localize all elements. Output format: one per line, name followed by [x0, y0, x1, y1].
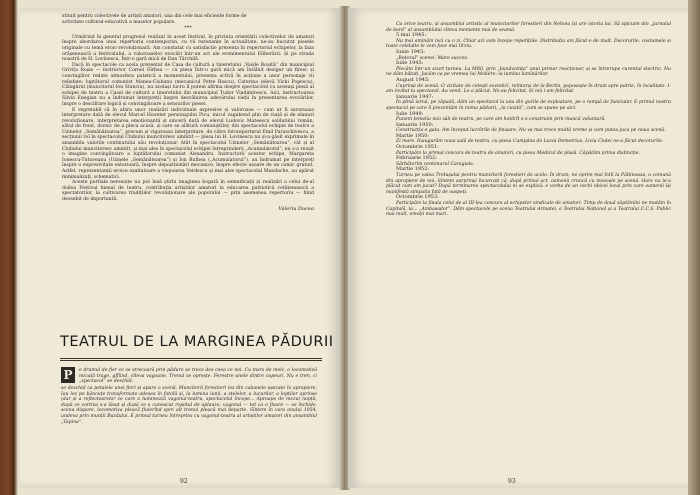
entry-text: Plecăm într-un scurt turneu. La Mîtil, prin „bunăvoința” unui primar reacționar, și se întrerupe curentul electric. Nu ne dăm bătuți. Jucăm ca pe vremea lui Molière: la lumina lumînărilor. [386, 66, 671, 78]
entry-date: Iulie 1945: [396, 60, 424, 67]
left-page [20, 8, 342, 488]
intro-text: se deschid ca petalele unei flori și apare o scenă. Muncitorii forestieri ies din cabanele așezate în apropiere. Iau loc pe băncuțe transformate adesea în fotolii și, la lumina lunii, a stelelor, a lucurilor, a lopților aprinse (dar și a reflectoarelor ce care o luminează vagonul-teatru, spectacolul începe… Aproape de mezul nopții, după ce cortina s-a lăsat și după ce a cunoscut ropotul de aplauze, vagonul — tot ca o floare — se închide, scena dispare, locomotiva pleacă fluierînd spre alt trenul pleacă mai departe. Sîntem în vara anului 1954, undeva prin munții Buzăului. E primul turneu întreprins cu vagonul-teatru al artiștilor amatori din ansamblul „Tapina”. [61, 386, 317, 425]
entry-text: Sărbătorim centenarul Caragiale. [396, 161, 475, 167]
paragraph: E regretabil că în afara unor realizări individuale expresive și valoroase — cum ar fi savuroasa interpretare dată de elevul Marcel Hoonter personajului Picu, micul vagabond plin de viață și de elanuri revoluționare, interpretarea emoționantă și sinceră dată de elevul Ludovic Mateescu soldatului român, sătul de front, dornic de a pleca acasă, și care se alătură comuniștilor, din spectacolul echipei de teatru a Uzinelor „Semănătoarea”, precum și viguroasa interpretare, de către fotoreporterul Emil Paraschivescu, a secțiunii rol în spectacolul Clubului muncitoresc amintit — piesa lui H. Lovinescu nu și-a găsit exprimate în ansamblu valorile continutului său revoluționar. Atât în spectacolul Uzinelor „Semănătoarea”, cât și al Clubului muncitoresc amintit, și mai ales în spectacolul echipei întreprinderii „Acumulatorul”, nu s-a reușit o imagine convingătoare a luptătorului comunist Alexandru. Instructorii acestor echipe, Margareta Ionescu-Tutuveanu (Uzinele „Semănătoarea”) și Ion Bufnea („Acumulatorul”), au îndrumat pe interpreți înspre o expresivitate exterioară, înspre depoziționări mecanice, înspre efecte ușoare de un comic gratuit. Astfel, reprezentanții eroice exaltatoare a viepoarea Verdeșcu și mai ales spectacolul Mandache, au apărut minimalizați, schematici. [62, 107, 314, 180]
paragraph: Dacă în spectacole ca acela prezentat de Casa de cultură a tineretului „Vasile Roaită” din municipiul Grivița Roșie — instructor Cornel Gîrbea — cu piesa Într-o gară mică am întâlnit desigur un firesc și convingător redate atmosfera patetică a momentului, prezența activă în acțiune a unor personaje vii reliefate: luptătorul comunist Manea-Ciobanu (mecanicul Petre Bascu), Caterina (elevă Vichi Popescu), Câlugărul (muncitorul Ion Stanciu), nu același lucru îl putem afirma despre spectacolul cu aceeași piesă al echipei de teatru a Casei de cultură a tineretului din municipiul Tudor Vladimirescu. Aici, instructoarea Silvia Enegian nu a îndrumat interpreții înspre desvăluirea adevărului vieții în prezentarea evocărilor, înspre o descifrare logică și convingătoare a sensurilor piesei. [62, 62, 314, 107]
entry-text: Turneu pe valea Trotușului pentru muncitorii forestieri de acolo. În drum, ne oprim mai întîi la Păltinoasa, o comună din apropiere de noi. Sîntem surprinși încurcați că, după primul act, oamenii cruncă cu mosoale pe scenă. Oare nu le-a plăcut cum am jucat? După terminarea spectacolului ni se explică: e vorba de un vechi obicei local prin care oamenii își manifestă simpatia față de oaspeți. [386, 173, 671, 195]
paragraph: Aceste portiale neresuite nu pot însă știrbi imaginea bogată în semnificații și realizări a celui de-al doilea Festival bienal de teatru, contribuția artiștilor amatori la educarea patriotică cetățenească a spectatorilor, la cultivarea tradițiilor revoluționare ale poporului — prin asemenea repertoriu — fiind deosebit de importantă. [62, 180, 314, 202]
drop-cap: P [61, 367, 75, 383]
intro-paragraph: Ca orice teatru, și ansamblul artistic al muncitorilor forestieri din Nehoiu își are istoria lui. Să spicuim din „jurnalul de bord” al ansamblului cîteva momente mai de seamă. [386, 22, 671, 33]
right-page [348, 8, 688, 488]
author-signature: Valeriu Ducea [278, 205, 314, 212]
cover-edge [688, 0, 700, 495]
section-separator: *** [184, 25, 192, 32]
entry-text: Construcția e gata. Am început lucrările de finisare. Nu va mai trece multă vreme și vom putea juca pe noua scenă. [396, 128, 666, 134]
entry-date: Martie 1950: [396, 132, 430, 139]
entry-date: August 1945: [396, 76, 430, 83]
entry-date: Iunie 1945: [396, 48, 425, 55]
entry-text: În plină iarnă, pe zăpadă, dăm un spectacol la una din gurile de exploatare, pe o rampă de funicular. E primul nostru spectacol pe care îl prezentăm în inima pădurii, „la cioată”, cum se spune pe aici. [386, 100, 671, 111]
journal-entries [386, 33, 671, 218]
entry-text: Participăm la primul concurs de teatru de amatori, cu piesa Medicul de plasă. Căpătăm prima distincție. [396, 150, 640, 156]
entry-text: Cuprinși de scenă. O vizitate de cetești sovietici, reîntorși de la Berlin, poposește în drum spre patrie, în localitate. I-am invitat la spectacol. Au venit. Le-a plăcut. Ne-au felicitat. Și noi i-am felicitat. [386, 83, 671, 95]
entry-text: Nu mai aminăm nici cu o zi. Chiar azi vom începe repetițiile. Distribuția am făcut-o de mult. Decorurile, costumele și toate celelalte le vom face mai tîrziu. [386, 38, 671, 50]
entry-date: 5 mai 1945: [396, 32, 427, 39]
opening-line-1: stituit pentru colectivele de artiști amatori, una din cele mai eficiente forme de [62, 14, 247, 19]
entry-date: Ianuarie 1947: [396, 93, 434, 100]
title-rule [60, 358, 322, 359]
opening-line-2: activitate cultural-educativă a maselor populare. [62, 19, 176, 25]
entry-text: Zi mare. Inaugurăm noua sală de teatru, cu piesa Cumpăna de Lucia Demetrius. Liviu Ciulei ne-a făcut decorurile. [396, 139, 664, 145]
intro-first-lines: e drumul de fier ce se strecoară prin pădure se trece des ceea ce noi. Cu mers de melc, o locomotivă micuță trage, gîfîind, cîteva vagoane. Trenul se oprește. Ferestre unele dintre cupeuri. Nu e tren, ci „spectacol” se deschid, [79, 368, 317, 385]
page-number: 93 [508, 478, 516, 485]
entry-text: Participăm la finala celui de al III-lea concurs al echipelor sindicale de amatori. Timp de două săptămîni ne mutăm în Capitală, la… „Ambasador”. Dăm spectacole pe scena Teatrului Armatei, a Teatrului Național și a Teatrului C.C.S. Public mai mult, emoții mai mari. [386, 201, 671, 218]
left-page-text [62, 14, 314, 212]
section-title: TEATRUL DE LA MARGINEA PĂDURII [60, 334, 334, 350]
entry-date: Martie 1952: [396, 166, 430, 173]
entry-date: Februarie 1952: [396, 155, 437, 162]
entry-date: Iulie 1949: [396, 110, 424, 117]
entry-date: Octombrie 1953: [396, 194, 439, 201]
entry-date: Octombrie 1951: [396, 144, 439, 151]
entry-date: Ianuarie 1950: [396, 121, 434, 128]
entry-text: Punem temelia noii săli de teatru, pe care am hotărît s-o construim prin muncă voluntară. [396, 117, 606, 123]
right-page-text [386, 22, 671, 218]
page-number: 92 [180, 478, 188, 485]
paragraph: Urmărind în general progresul realizat în acest festival, în privința orientării colectivelor de amatori înspre abordarea unui repertoriu contemporan, cu vii rezonanțe în actualitate, ne-au bucurat piesele originale cu temă eroic-revoluționară. Am constatat cu satisfacție prezența în repertoriul echipelor, la faza orășenească a festivalului, a valoroaselor evocări într-un act ale evenimentului Eliberării: Și pe strada noastră de H. Lovinescu, Într-o gară mică de Dan Tărchilă. [62, 34, 314, 63]
entry-text: „Boțezul” scenei. Mare succes. [396, 55, 469, 61]
title-rule [60, 360, 322, 361]
